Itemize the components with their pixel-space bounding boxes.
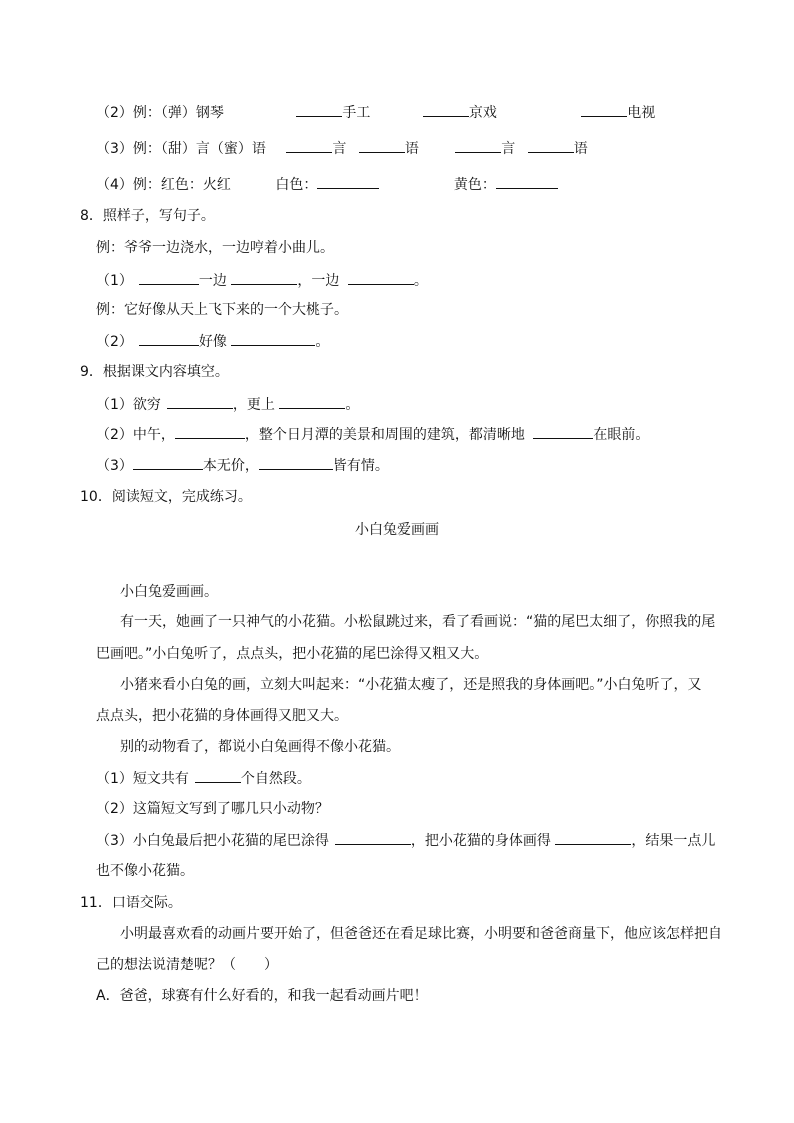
- answer-blank[interactable]: [139, 270, 199, 285]
- item-label: （2）中午，: [96, 427, 175, 443]
- answer-blank[interactable]: [555, 830, 631, 845]
- passage-paragraph-2-line-1: 有一天，她画了一只神气的小花猫。小松鼠跳过来，看了看画说：“猫的尾巴太细了，你照我的尾: [120, 614, 716, 630]
- q7-row-3: [96, 138, 588, 159]
- q7-row-2-example: （2）例：（弹）钢琴: [96, 105, 224, 121]
- q8-item-2-word-a: 好像: [198, 334, 227, 350]
- q7-row-2: [96, 102, 655, 123]
- answer-blank[interactable]: [286, 138, 332, 153]
- answer-blank[interactable]: [423, 102, 469, 117]
- q7-row-4-white-label: 白色：: [275, 177, 318, 193]
- q7-row-3-example: （3）例：（甜）言（蜜）语: [96, 141, 266, 157]
- q7-row-4-example: （4）例：红色：火红: [96, 177, 231, 193]
- answer-blank[interactable]: [133, 455, 203, 470]
- q7-row-3-word-c: 言: [501, 141, 516, 157]
- passage-paragraph-3-line-2: 点点头，把小花猫的身体画得又肥又大。: [96, 708, 348, 724]
- item-label: （1）欲穷: [96, 397, 161, 413]
- q9-item-2-word-a: ，整个日月潭的美景和周围的建筑，都清晰地: [244, 427, 525, 443]
- q9-title: 9．根据课文内容填空。: [80, 364, 229, 380]
- answer-blank[interactable]: [335, 830, 411, 845]
- q7-row-3-word-a: 言: [332, 141, 347, 157]
- answer-blank[interactable]: [528, 138, 574, 153]
- q9-item-3: [96, 455, 389, 476]
- q9-item-1-end: 。: [345, 397, 360, 413]
- q10-sub-1-end: 个自然段。: [240, 771, 311, 787]
- item-label: （1）短文共有: [96, 771, 189, 787]
- q7-row-3-word-d: 语: [573, 141, 588, 157]
- q10-sub-3-line-2: 也不像小花猫。: [96, 863, 194, 879]
- passage-paragraph-1: 小白兔爱画画。: [120, 584, 218, 600]
- q9-item-1: [96, 394, 359, 415]
- answer-blank[interactable]: [231, 331, 315, 346]
- answer-blank[interactable]: [175, 424, 245, 439]
- q10-sub-3-word-a: ，把小花猫的身体画得: [410, 833, 551, 849]
- answer-blank[interactable]: [195, 768, 241, 783]
- item-label: （3）: [96, 458, 133, 474]
- q7-row-3-word-b: 语: [404, 141, 419, 157]
- item-label: （1）: [96, 273, 133, 289]
- answer-blank[interactable]: [581, 102, 627, 117]
- q7-row-2-word-c: 电视: [627, 105, 656, 121]
- q9-item-2-end: 在眼前。: [593, 427, 650, 443]
- q10-title: 10．阅读短文，完成练习。: [80, 489, 252, 505]
- answer-blank[interactable]: [359, 138, 405, 153]
- q8-item-1-word-b: ，一边: [297, 273, 340, 289]
- q8-item-1: [96, 270, 428, 291]
- q7-row-2-word-b: 京戏: [468, 105, 497, 121]
- q8-item-1-word-a: 一边: [198, 273, 227, 289]
- q8-item-2-end: 。: [315, 334, 330, 350]
- q8-title: 8．照样子，写句子。: [80, 208, 215, 224]
- answer-blank[interactable]: [348, 270, 414, 285]
- q10-sub-1: [96, 768, 311, 789]
- q9-item-3-end: 皆有情。: [332, 458, 389, 474]
- q8-item-1-end: 。: [413, 273, 428, 289]
- q7-row-4-yellow-label: 黄色：: [453, 177, 496, 193]
- answer-blank[interactable]: [455, 138, 501, 153]
- answer-blank[interactable]: [167, 394, 233, 409]
- q9-item-1-word-a: ，更上: [232, 397, 275, 413]
- passage-paragraph-2-line-2: 巴画吧。”小白兔听了，点点头，把小花猫的尾巴涂得又粗又大。: [96, 646, 489, 662]
- q9-item-2: [96, 424, 649, 445]
- q11-title: 11．口语交际。: [80, 895, 182, 911]
- q10-sub-3: [96, 830, 715, 851]
- answer-blank[interactable]: [296, 102, 342, 117]
- q8-example-1: 例：爷爷一边浇水，一边哼着小曲儿。: [96, 240, 334, 256]
- q7-row-4: [96, 174, 558, 195]
- q10-sub-3-end: ，结果一点儿: [631, 833, 716, 849]
- q11-prompt-line-1: 小明最喜欢看的动画片要开始了，但爸爸还在看足球比赛，小明要和爸爸商量下，他应该怎样把自: [120, 926, 722, 942]
- passage-title: 小白兔爱画画: [355, 522, 439, 538]
- answer-blank[interactable]: [139, 331, 199, 346]
- answer-blank[interactable]: [496, 174, 558, 189]
- q11-prompt-line-2: 己的想法说清楚呢？（ ）: [96, 957, 278, 973]
- q7-row-2-word-a: 手工: [342, 105, 371, 121]
- item-label: （2）: [96, 334, 133, 350]
- q9-item-3-word-a: 本无价，: [202, 458, 259, 474]
- answer-blank[interactable]: [533, 424, 593, 439]
- answer-blank[interactable]: [317, 174, 379, 189]
- q11-option-a[interactable]: A．爸爸，球赛有什么好看的，和我一起看动画片吧！: [96, 988, 428, 1004]
- answer-blank[interactable]: [279, 394, 345, 409]
- passage-paragraph-3-line-1: 小猪来看小白兔的画，立刻大叫起来：“小花猫太瘦了，还是照我的身体画吧。”小白兔听了，又: [120, 677, 702, 693]
- item-label: （3）小白兔最后把小花猫的尾巴涂得: [96, 833, 329, 849]
- q8-item-2: [96, 331, 329, 352]
- q8-example-2: 例：它好像从天上飞下来的一个大桃子。: [96, 302, 348, 318]
- answer-blank[interactable]: [231, 270, 297, 285]
- answer-blank[interactable]: [259, 455, 333, 470]
- q10-sub-2: （2）这篇短文写到了哪几只小动物？: [96, 801, 329, 817]
- passage-paragraph-4: 别的动物看了，都说小白兔画得不像小花猫。: [120, 739, 400, 755]
